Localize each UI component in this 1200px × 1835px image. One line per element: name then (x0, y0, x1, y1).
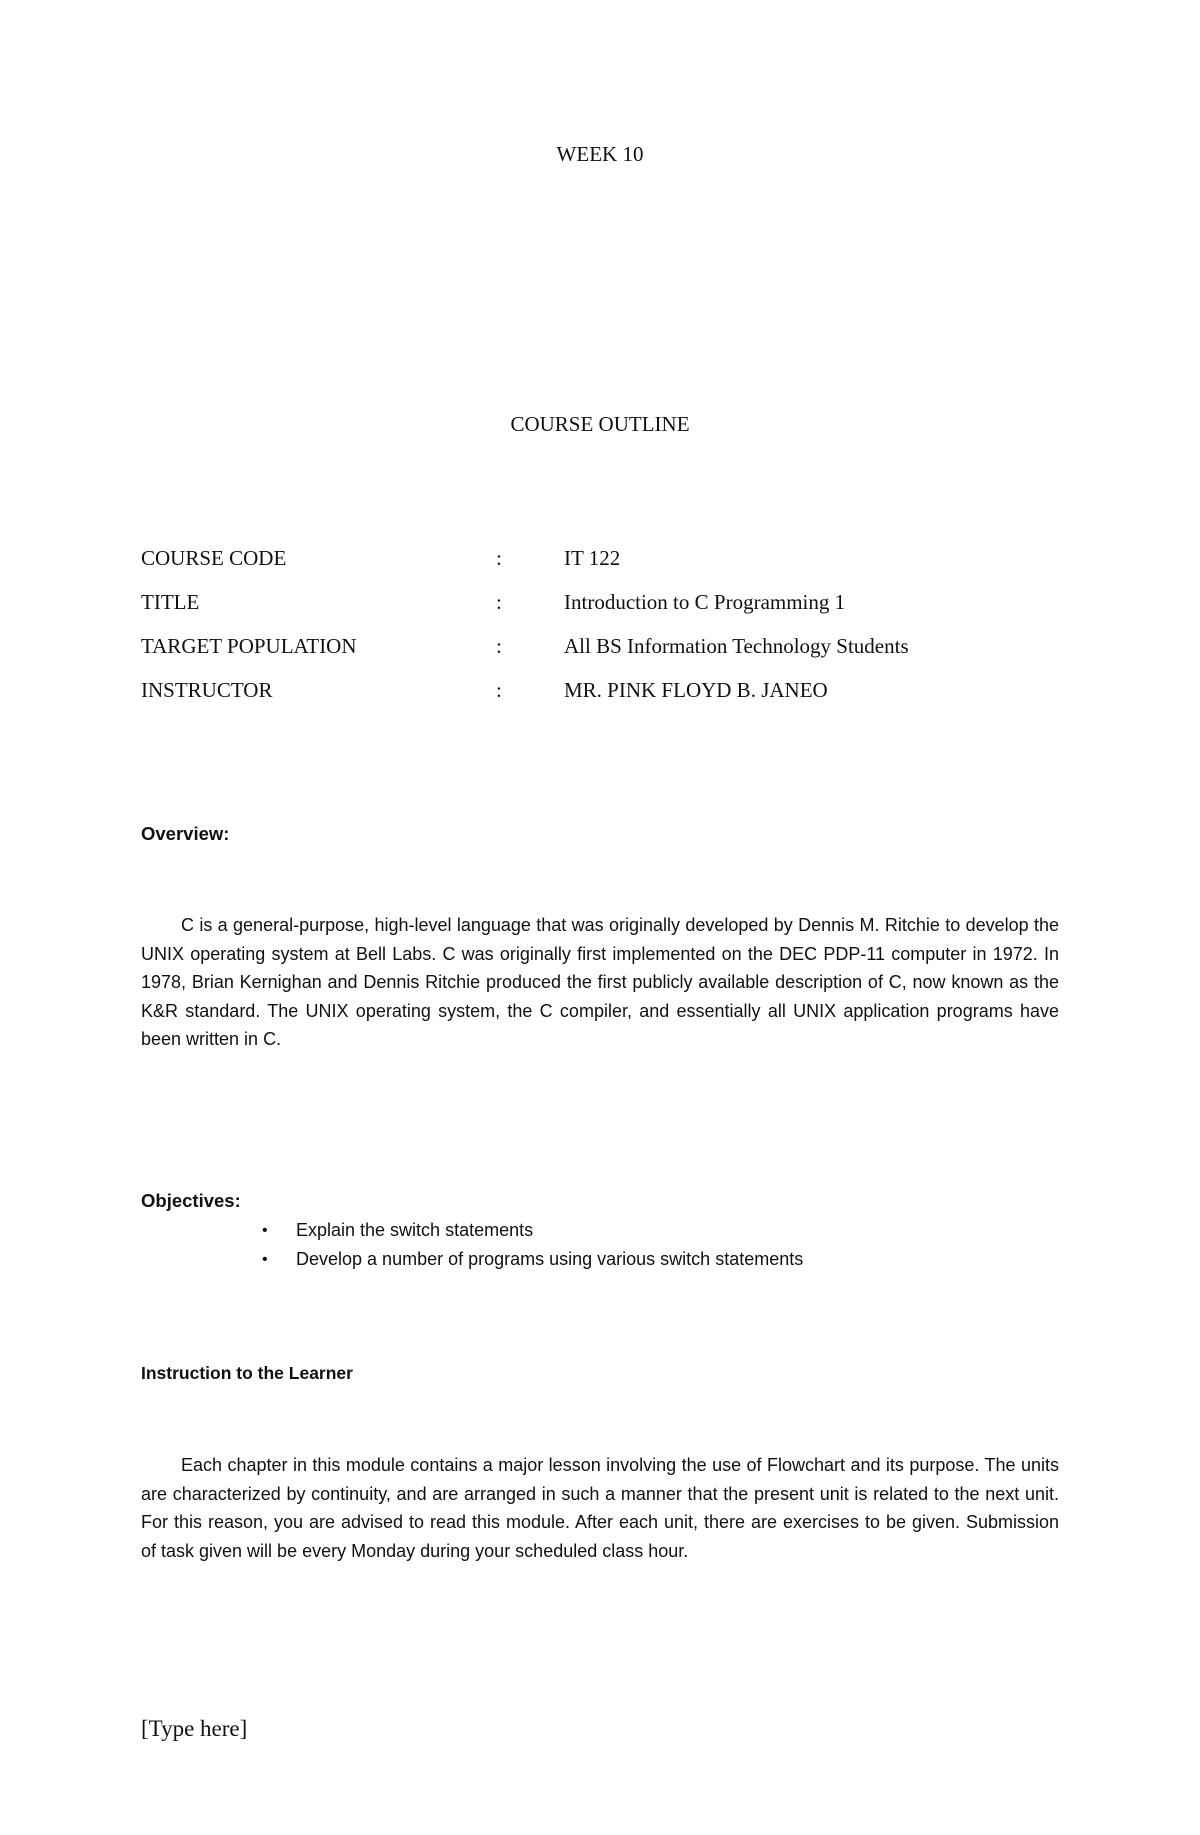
course-info-value: IT 122 (564, 546, 621, 570)
course-info-colon: : (496, 546, 502, 570)
course-info-value: All BS Information Technology Students (564, 634, 909, 658)
course-info-label: TITLE (141, 590, 200, 614)
objective-item (262, 1245, 803, 1274)
objective-text: Explain the switch statements (296, 1220, 534, 1240)
footer-placeholder: [Type here] (141, 1716, 248, 1741)
course-info-label: TARGET POPULATION (141, 634, 357, 658)
course-info-label: COURSE CODE (141, 546, 287, 570)
bullet-icon: • (262, 1222, 268, 1239)
course-info-row-title (141, 590, 1041, 634)
course-info-table (141, 546, 1041, 722)
course-info-row-code (141, 546, 1041, 590)
objectives-list (262, 1216, 803, 1274)
instruction-heading: Instruction to the Learner (141, 1363, 353, 1383)
course-info-label: INSTRUCTOR (141, 678, 273, 702)
objective-text: Develop a number of programs using various switch statements (296, 1249, 804, 1269)
week-heading: WEEK 10 (556, 142, 644, 166)
bullet-icon: • (262, 1251, 268, 1268)
instruction-paragraph: Each chapter in this module contains a major lesson involving the use of Flowchart and its purpose. The units are characterized by continuity, and are arranged in such a manner that the present unit is related to the next unit. For this reason, you are advised to read this module. After each unit, there are exercises to be given. Submission of task given will be every Monday during your scheduled class hour. (141, 1455, 1059, 1561)
course-info-colon: : (496, 634, 502, 658)
course-info-value: MR. PINK FLOYD B. JANEO (564, 678, 828, 702)
objectives-heading: Objectives: (141, 1190, 241, 1211)
course-info-row-target-population (141, 634, 1041, 678)
overview-heading: Overview: (141, 823, 230, 844)
course-outline-title: COURSE OUTLINE (510, 412, 690, 436)
course-info-colon: : (496, 678, 502, 702)
course-info-value: Introduction to C Programming 1 (564, 590, 846, 614)
overview-paragraph: C is a general-purpose, high-level language that was originally developed by Dennis M. Ritchie to develop the UNIX operating system at Bell Labs. C was originally first implemented on the DEC PDP-11 computer in 1972. In 1978, Brian Kernighan and Dennis Ritchie produced the first publicly available description of C, now known as the K&R standard. The UNIX operating system, the C compiler, and essentially all UNIX application programs have been written in C. (141, 915, 1059, 1049)
course-info-row-instructor (141, 678, 1041, 722)
objective-item (262, 1216, 803, 1245)
course-info-colon: : (496, 590, 502, 614)
